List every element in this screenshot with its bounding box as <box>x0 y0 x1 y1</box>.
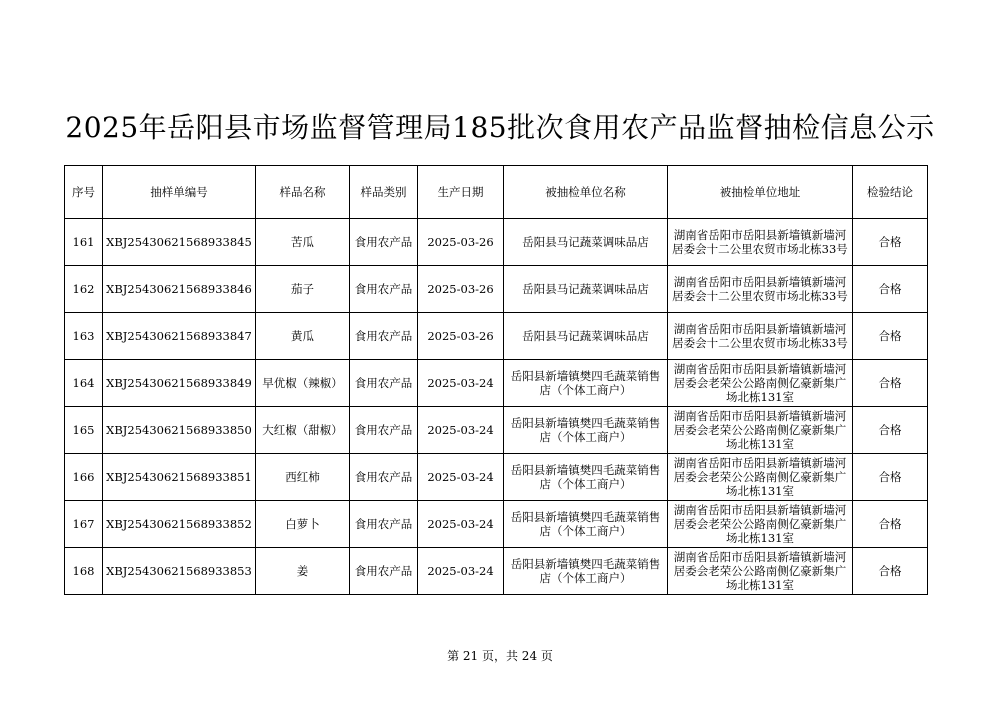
cell-unit: 岳阳县马记蔬菜调味品店 <box>504 219 668 266</box>
cell-category: 食用农产品 <box>350 266 418 313</box>
cell-sample-name: 茄子 <box>256 266 350 313</box>
cell-no: 165 <box>65 407 103 454</box>
cell-category: 食用农产品 <box>350 313 418 360</box>
cell-code: XBJ25430621568933851 <box>103 454 256 501</box>
cell-date: 2025-03-24 <box>418 501 504 548</box>
cell-category: 食用农产品 <box>350 501 418 548</box>
cell-result: 合格 <box>853 313 928 360</box>
page-title: 2025年岳阳县市场监督管理局185批次食用农产品监督抽检信息公示 <box>65 111 935 144</box>
cell-result: 合格 <box>853 407 928 454</box>
header-result: 检验结论 <box>853 166 928 219</box>
cell-unit: 岳阳县新墙镇樊四毛蔬菜销售店（个体工商户） <box>504 454 668 501</box>
cell-category: 食用农产品 <box>350 548 418 595</box>
cell-date: 2025-03-24 <box>418 407 504 454</box>
cell-sample-name: 早优椒（辣椒） <box>256 360 350 407</box>
cell-sample-name: 黄瓜 <box>256 313 350 360</box>
cell-unit: 岳阳县马记蔬菜调味品店 <box>504 266 668 313</box>
cell-address: 湖南省岳阳市岳阳县新墙镇新墙河居委会十二公里农贸市场北栋33号 <box>668 313 853 360</box>
table-row <box>65 219 928 266</box>
cell-result: 合格 <box>853 266 928 313</box>
cell-unit: 岳阳县马记蔬菜调味品店 <box>504 313 668 360</box>
cell-date: 2025-03-26 <box>418 266 504 313</box>
cell-result: 合格 <box>853 219 928 266</box>
cell-code: XBJ25430621568933852 <box>103 501 256 548</box>
cell-result: 合格 <box>853 501 928 548</box>
cell-address: 湖南省岳阳市岳阳县新墙镇新墙河居委会老荣公公路南侧亿豪新集广场北栋131室 <box>668 454 853 501</box>
page-number: 第 21 页，共 24 页 <box>447 649 553 663</box>
cell-sample-name: 白萝卜 <box>256 501 350 548</box>
cell-address: 湖南省岳阳市岳阳县新墙镇新墙河居委会老荣公公路南侧亿豪新集广场北栋131室 <box>668 407 853 454</box>
cell-unit: 岳阳县新墙镇樊四毛蔬菜销售店（个体工商户） <box>504 501 668 548</box>
cell-sample-name: 西红柿 <box>256 454 350 501</box>
cell-result: 合格 <box>853 360 928 407</box>
header-date: 生产日期 <box>418 166 504 219</box>
header-sample-name: 样品名称 <box>256 166 350 219</box>
cell-no: 164 <box>65 360 103 407</box>
header-category: 样品类别 <box>350 166 418 219</box>
cell-code: XBJ25430621568933847 <box>103 313 256 360</box>
cell-sample-name: 大红椒（甜椒） <box>256 407 350 454</box>
cell-address: 湖南省岳阳市岳阳县新墙镇新墙河居委会老荣公公路南侧亿豪新集广场北栋131室 <box>668 360 853 407</box>
cell-no: 163 <box>65 313 103 360</box>
cell-result: 合格 <box>853 454 928 501</box>
cell-code: XBJ25430621568933845 <box>103 219 256 266</box>
table-row <box>65 313 928 360</box>
cell-code: XBJ25430621568933849 <box>103 360 256 407</box>
cell-no: 162 <box>65 266 103 313</box>
cell-unit: 岳阳县新墙镇樊四毛蔬菜销售店（个体工商户） <box>504 407 668 454</box>
cell-no: 161 <box>65 219 103 266</box>
cell-unit: 岳阳县新墙镇樊四毛蔬菜销售店（个体工商户） <box>504 548 668 595</box>
table-header-row <box>65 166 928 219</box>
table-row <box>65 454 928 501</box>
cell-sample-name: 苦瓜 <box>256 219 350 266</box>
cell-date: 2025-03-26 <box>418 313 504 360</box>
cell-address: 湖南省岳阳市岳阳县新墙镇新墙河居委会十二公里农贸市场北栋33号 <box>668 266 853 313</box>
cell-address: 湖南省岳阳市岳阳县新墙镇新墙河居委会十二公里农贸市场北栋33号 <box>668 219 853 266</box>
cell-category: 食用农产品 <box>350 407 418 454</box>
cell-address: 湖南省岳阳市岳阳县新墙镇新墙河居委会老荣公公路南侧亿豪新集广场北栋131室 <box>668 548 853 595</box>
cell-no: 168 <box>65 548 103 595</box>
cell-sample-name: 姜 <box>256 548 350 595</box>
cell-category: 食用农产品 <box>350 454 418 501</box>
cell-category: 食用农产品 <box>350 360 418 407</box>
cell-date: 2025-03-24 <box>418 454 504 501</box>
cell-code: XBJ25430621568933846 <box>103 266 256 313</box>
cell-address: 湖南省岳阳市岳阳县新墙镇新墙河居委会老荣公公路南侧亿豪新集广场北栋131室 <box>668 501 853 548</box>
table-row <box>65 266 928 313</box>
table-row <box>65 501 928 548</box>
cell-date: 2025-03-26 <box>418 219 504 266</box>
cell-result: 合格 <box>853 548 928 595</box>
cell-no: 167 <box>65 501 103 548</box>
cell-category: 食用农产品 <box>350 219 418 266</box>
cell-date: 2025-03-24 <box>418 360 504 407</box>
cell-code: XBJ25430621568933853 <box>103 548 256 595</box>
table-row <box>65 548 928 595</box>
header-unit: 被抽检单位名称 <box>504 166 668 219</box>
cell-date: 2025-03-24 <box>418 548 504 595</box>
table-row <box>65 407 928 454</box>
table-row <box>65 360 928 407</box>
cell-unit: 岳阳县新墙镇樊四毛蔬菜销售店（个体工商户） <box>504 360 668 407</box>
cell-no: 166 <box>65 454 103 501</box>
header-no: 序号 <box>65 166 103 219</box>
inspection-table <box>64 165 928 595</box>
header-address: 被抽检单位地址 <box>668 166 853 219</box>
header-code: 抽样单编号 <box>103 166 256 219</box>
cell-code: XBJ25430621568933850 <box>103 407 256 454</box>
